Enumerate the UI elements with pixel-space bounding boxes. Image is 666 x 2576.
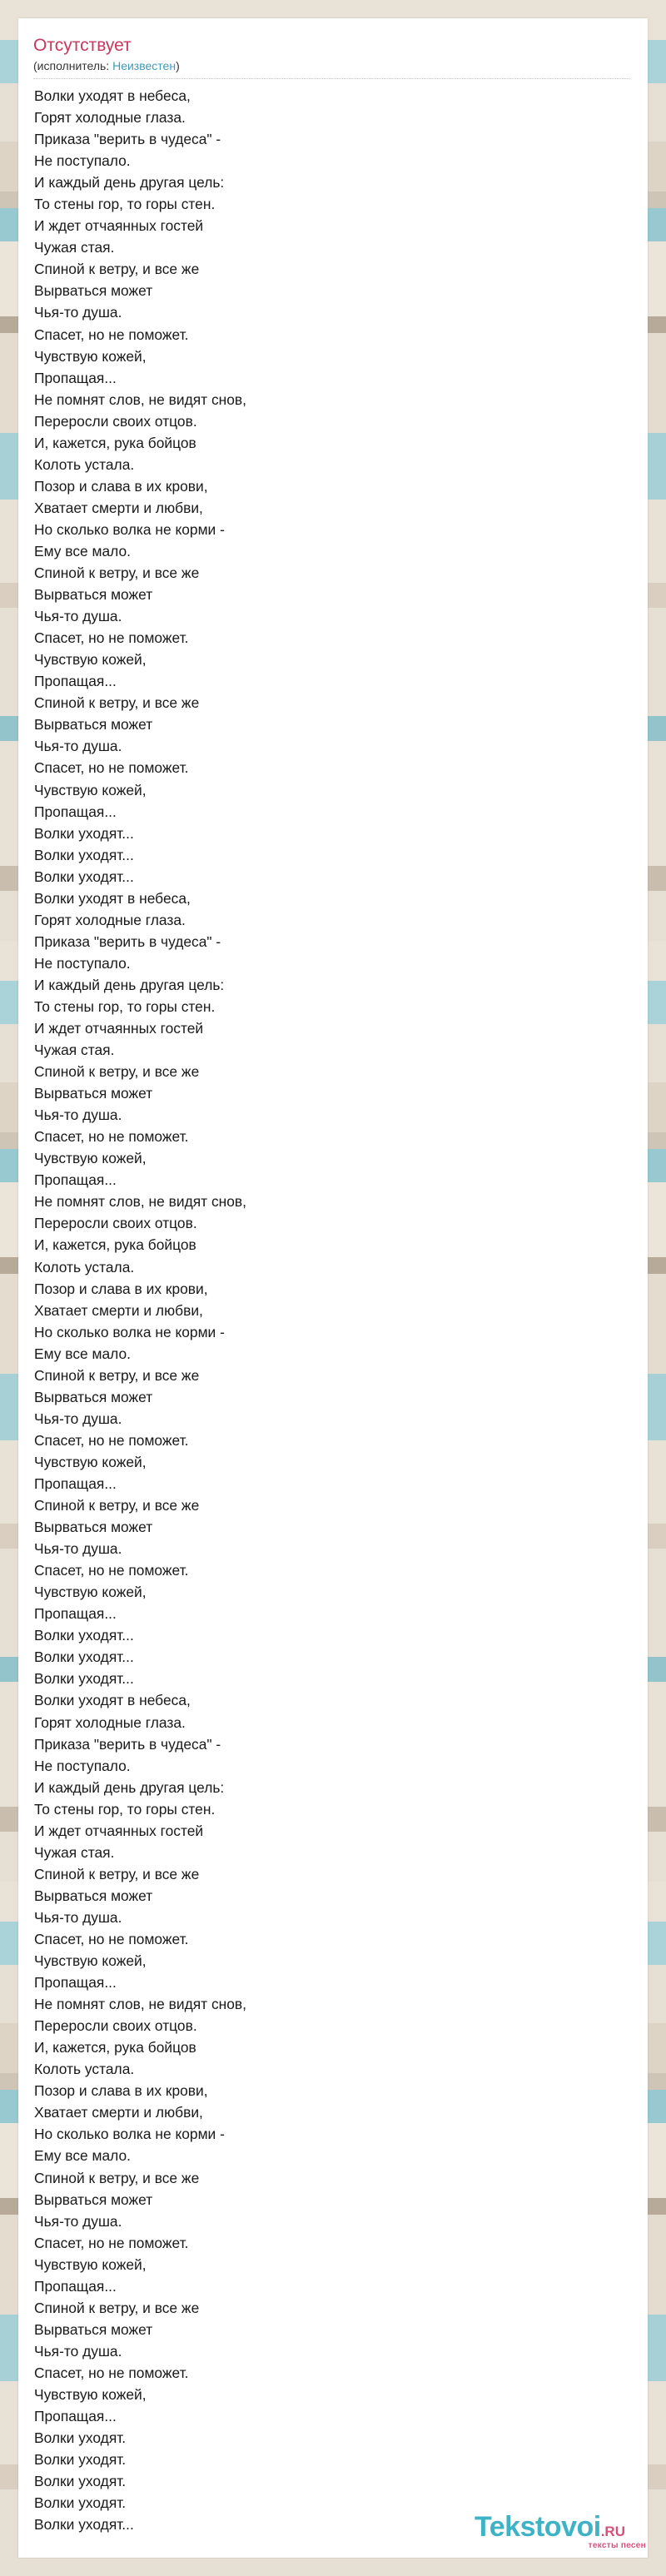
logo-tagline: тексты песен bbox=[588, 2541, 646, 2550]
song-header bbox=[33, 35, 629, 79]
lyrics-page bbox=[18, 18, 648, 2558]
artist-suffix: ) bbox=[176, 59, 180, 72]
logo-main-text: Tekstovoi bbox=[475, 2511, 601, 2543]
song-title: Отсутствует bbox=[33, 36, 132, 55]
site-logo[interactable] bbox=[475, 2513, 649, 2549]
logo-suffix-text: .RU bbox=[600, 2524, 625, 2539]
artist-link[interactable]: Неизвестен bbox=[112, 59, 176, 72]
lyrics-text: Волки уходят в небеса, Горят холодные глаза. Приказа "верить в чудеса" - Не поступало. И каждый день другая цель: То стены гор, то горы стен. И ждет отчаянных гостей Чужая стая. Спиной к ветру, и все же Вырваться может Чья-то душа. Спасет, но не поможет. Чувствую кожей, Пропащая... Не помнят слов, не видят снов, Переросли своих отцов. И, кажется, рука бойцов Колоть устала. Позор и слава в их крови, Хватает смерти и любви, Но сколько волка не корми - Ему все мало. Спиной к ветру, и все же Вырваться может Чья-то душа. Спасет, но не поможет. Чувствую кожей, Пропащая... Спиной к ветру, и все же Вырваться может Чья-то душа. Спасет, но не поможет. Чувствую кожей, Пропащая... Волки уходят... Волки уходят... Волки уходят... Волки уходят в небеса, Горят холодные глаза. Приказа "верить в чудеса" - Не поступало. И каждый день другая цель: То стены гор, то горы стен. И ждет отчаянных гостей Чужая стая. Спиной к ветру, и все же Вырваться может Чья-то душа. Спасет, но не поможет. Чувствую кожей, Пропащая... Не помнят слов, не видят снов, Переросли своих отцов. И, кажется, рука бойцов Колоть устала. Позор и слава в их крови, Хватает смерти и любви, Но сколько волка не корми - Ему все мало. Спиной к ветру, и все же Вырваться может Чья-то душа. Спасет, но не поможет. Чувствую кожей, Пропащая... Спиной к ветру, и все же Вырваться может Чья-то душа. Спасет, но не поможет. Чувствую кожей, Пропащая... Волки уходят... Волки уходят... Волки уходят... Волки уходят в небеса, Горят холодные глаза. Приказа "верить в чудеса" - Не поступало. И каждый день другая цель: То стены гор, то горы стен. И ждет отчаянных гостей Чужая стая. Спиной к ветру, и все же Вырваться может Чья-то душа. Спасет, но не поможет. Чувствую кожей, Пропащая... Не помнят слов, не видят снов, Переросли своих отцов. И, кажется, рука бойцов Колоть устала. Позор и слава в их крови, Хватает смерти и любви, Но сколько волка не корми - Ему все мало. Спиной к ветру, и все же Вырваться может Чья-то душа. Спасет, но не поможет. Чувствую кожей, Пропащая... Спиной к ветру, и все же Вырваться может Чья-то душа. Спасет, но не поможет. Чувствую кожей, Пропащая... Волки уходят. Волки уходят. Волки уходят. Волки уходят. Волки уходят... bbox=[34, 87, 247, 2534]
artist-prefix: (исполнитель: bbox=[33, 59, 113, 72]
artist-line bbox=[33, 58, 629, 73]
